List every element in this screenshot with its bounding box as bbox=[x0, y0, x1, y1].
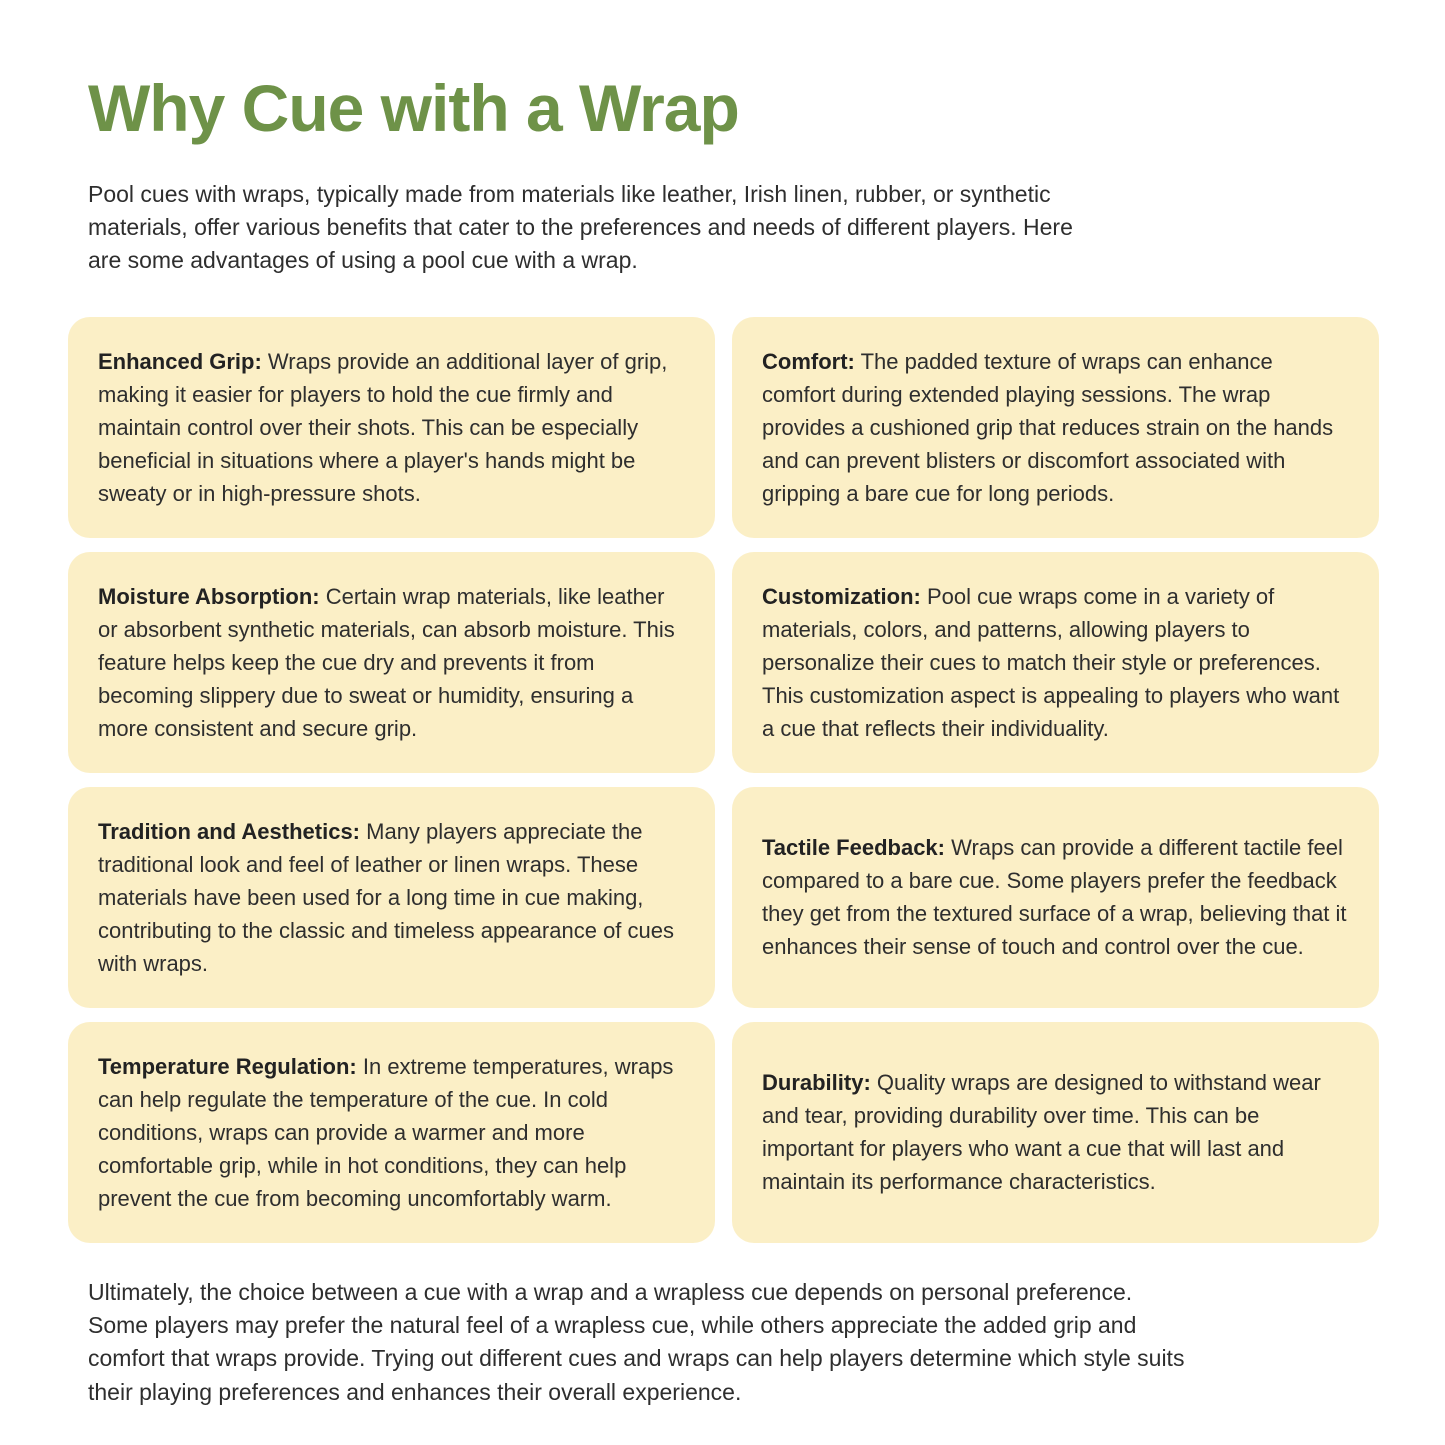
benefit-card-moisture-absorption bbox=[68, 552, 715, 773]
intro-paragraph: Pool cues with wraps, typically made from materials like leather, Irish linen, rubber, or synthetic materials, offer various benefits that cater to the preferences and needs of different players. Here are some advantages of using a pool cue with a wrap. bbox=[88, 180, 1073, 273]
card-text bbox=[762, 1066, 1349, 1198]
card-text bbox=[762, 345, 1349, 510]
benefit-card-enhanced-grip bbox=[68, 317, 715, 538]
card-title: Customization: bbox=[762, 583, 921, 609]
card-text bbox=[98, 815, 685, 980]
benefit-card-comfort bbox=[732, 317, 1379, 538]
benefit-card-durability bbox=[732, 1022, 1379, 1243]
card-text bbox=[762, 831, 1349, 963]
card-body: In extreme temperatures, wraps can help regulate the temperature of the cue. In cold conditions, wraps can provide a warmer and more comfortable grip, while in hot conditions, they can help prevent the cue from becoming uncomfortably warm. bbox=[98, 1053, 674, 1211]
card-title: Durability: bbox=[762, 1070, 871, 1096]
page-title: Why Cue with a Wrap bbox=[88, 71, 739, 145]
card-title: Moisture Absorption: bbox=[98, 583, 320, 609]
card-body: Wraps can provide a different tactile feel compared to a bare cue. Some players prefer the feedback they get from the textured surface of a wrap, believing that it enhances their sense of touch and control over the cue. bbox=[762, 835, 1347, 960]
card-body: The padded texture of wraps can enhance comfort during extended playing sessions. The wrap provides a cushioned grip that reduces strain on the hands and can prevent blisters or discomfort associated with gripping a bare cue for long periods. bbox=[762, 348, 1334, 506]
card-text bbox=[762, 580, 1349, 745]
card-text bbox=[98, 1050, 685, 1215]
benefit-card-temperature-regulation bbox=[68, 1022, 715, 1243]
card-body: Pool cue wraps come in a variety of materials, colors, and patterns, allowing players to personalize their cues to match their style or preferences. This customization aspect is appealing to players who want a cue that reflects their individuality. bbox=[762, 583, 1340, 741]
card-body: Quality wraps are designed to withstand wear and tear, providing durability over time. This can be important for players who want a cue that will last and maintain its performance characteristics. bbox=[762, 1070, 1321, 1195]
card-title: Tradition and Aesthetics: bbox=[98, 818, 361, 844]
benefit-card-tradition-aesthetics bbox=[68, 787, 715, 1008]
card-text bbox=[98, 345, 685, 510]
benefits-grid bbox=[68, 317, 1379, 1243]
card-title: Tactile Feedback: bbox=[762, 835, 945, 861]
card-text bbox=[98, 580, 685, 745]
card-title: Enhanced Grip: bbox=[98, 348, 262, 374]
card-body: Wraps provide an additional layer of grip, making it easier for players to hold the cue firmly and maintain control over their shots. This can be especially beneficial in situations where a player's hands might be sweaty or in high-pressure shots. bbox=[98, 348, 668, 506]
benefit-card-tactile-feedback bbox=[732, 787, 1379, 1008]
card-title: Temperature Regulation: bbox=[98, 1053, 357, 1079]
conclusion-paragraph: Ultimately, the choice between a cue with a wrap and a wrapless cue depends on personal preference. Some players may prefer the natural feel of a wrapless cue, while others appreciate the added grip and comfort that wraps provide. Trying out different cues and wraps can help players determine which style suits their playing preferences and enhances their overall experience. bbox=[88, 1278, 1185, 1405]
card-body: Many players appreciate the traditional look and feel of leather or linen wraps. These materials have been used for a long time in cue making, contributing to the classic and timeless appearance of cues with wraps. bbox=[98, 818, 674, 976]
benefit-card-customization bbox=[732, 552, 1379, 773]
card-title: Comfort: bbox=[762, 348, 855, 374]
card-body: Certain wrap materials, like leather or absorbent synthetic materials, can absorb moisture. This feature helps keep the cue dry and prevents it from becoming slippery due to sweat or humidity, ensuring a more consistent and secure grip. bbox=[98, 583, 675, 741]
